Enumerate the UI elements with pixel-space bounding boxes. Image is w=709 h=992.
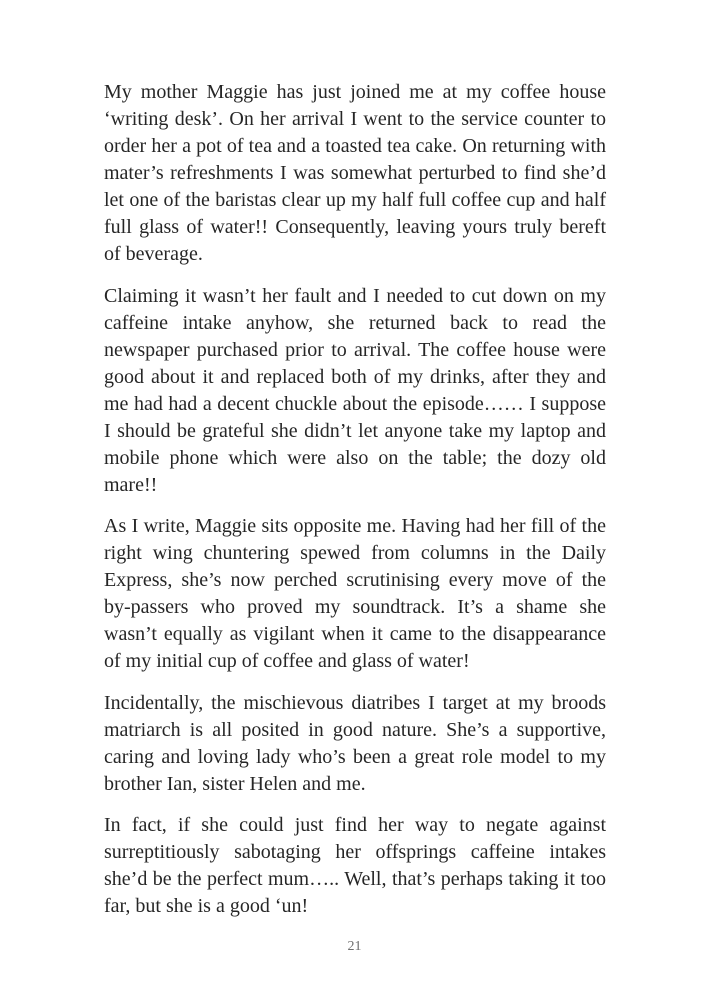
text-line: let one of the baristas clear up my half full coffee cup and half <box>104 189 606 211</box>
text-line: of beverage. <box>104 243 203 265</box>
text-line: matriarch is all posited in good nature. She’s a supportive, <box>104 718 606 741</box>
text-line: caffeine intake anyhow, she returned back to read the <box>104 311 606 334</box>
text-line: order her a pot of tea and a toasted tea cake. On returning with <box>104 135 606 157</box>
text-line: wasn’t equally as vigilant when it came to the disappearance <box>104 623 606 645</box>
text-line: by-passers who proved my soundtrack. It’s a shame she <box>104 596 606 618</box>
paragraph <box>104 690 606 798</box>
text-line: Claiming it wasn’t her fault and I needed to cut down on my <box>104 284 606 307</box>
text-block <box>104 79 606 935</box>
text-line: far, but she is a good ‘un! <box>104 895 309 917</box>
text-line: mater’s refreshments I was somewhat perturbed to find she’d <box>104 162 606 184</box>
text-line: Express, she’s now perched scrutinising every move of the <box>104 569 606 591</box>
text-line: I should be grateful she didn’t let anyone take my laptop and <box>104 419 606 442</box>
text-line: right wing chuntering spewed from columns in the Daily <box>104 542 606 564</box>
text-line: brother Ian, sister Helen and me. <box>104 772 366 795</box>
text-line: mobile phone which were also on the table; the dozy old <box>104 446 606 469</box>
text-line: ‘writing desk’. On her arrival I went to the service counter to <box>104 108 606 130</box>
text-line: she’d be the perfect mum….. Well, that’s perhaps taking it too <box>104 868 606 890</box>
text-line: newspaper purchased prior to arrival. The coffee house were <box>104 338 606 361</box>
text-line: In fact, if she could just find her way to negate against <box>104 814 606 836</box>
text-line: My mother Maggie has just joined me at my coffee house <box>104 81 606 103</box>
page-number: 21 <box>347 939 362 954</box>
text-line: caring and loving lady who’s been a great role model to my <box>104 745 606 768</box>
paragraph <box>104 283 606 499</box>
text-line: full glass of water!! Consequently, leaving yours truly bereft <box>104 216 606 238</box>
text-line: of my initial cup of coffee and glass of water! <box>104 650 470 672</box>
paragraph <box>104 79 606 268</box>
paragraph <box>104 812 606 920</box>
text-line: Incidentally, the mischievous diatribes I target at my broods <box>104 691 606 714</box>
text-line: surreptitiously sabotaging her offsprings caffeine intakes <box>104 841 606 863</box>
text-line: As I write, Maggie sits opposite me. Having had her fill of the <box>104 515 606 537</box>
text-line: mare!! <box>104 473 158 496</box>
text-line: me had had a decent chuckle about the episode…… I suppose <box>104 392 606 415</box>
text-line: good about it and replaced both of my drinks, after they and <box>104 365 606 388</box>
paragraph <box>104 513 606 675</box>
